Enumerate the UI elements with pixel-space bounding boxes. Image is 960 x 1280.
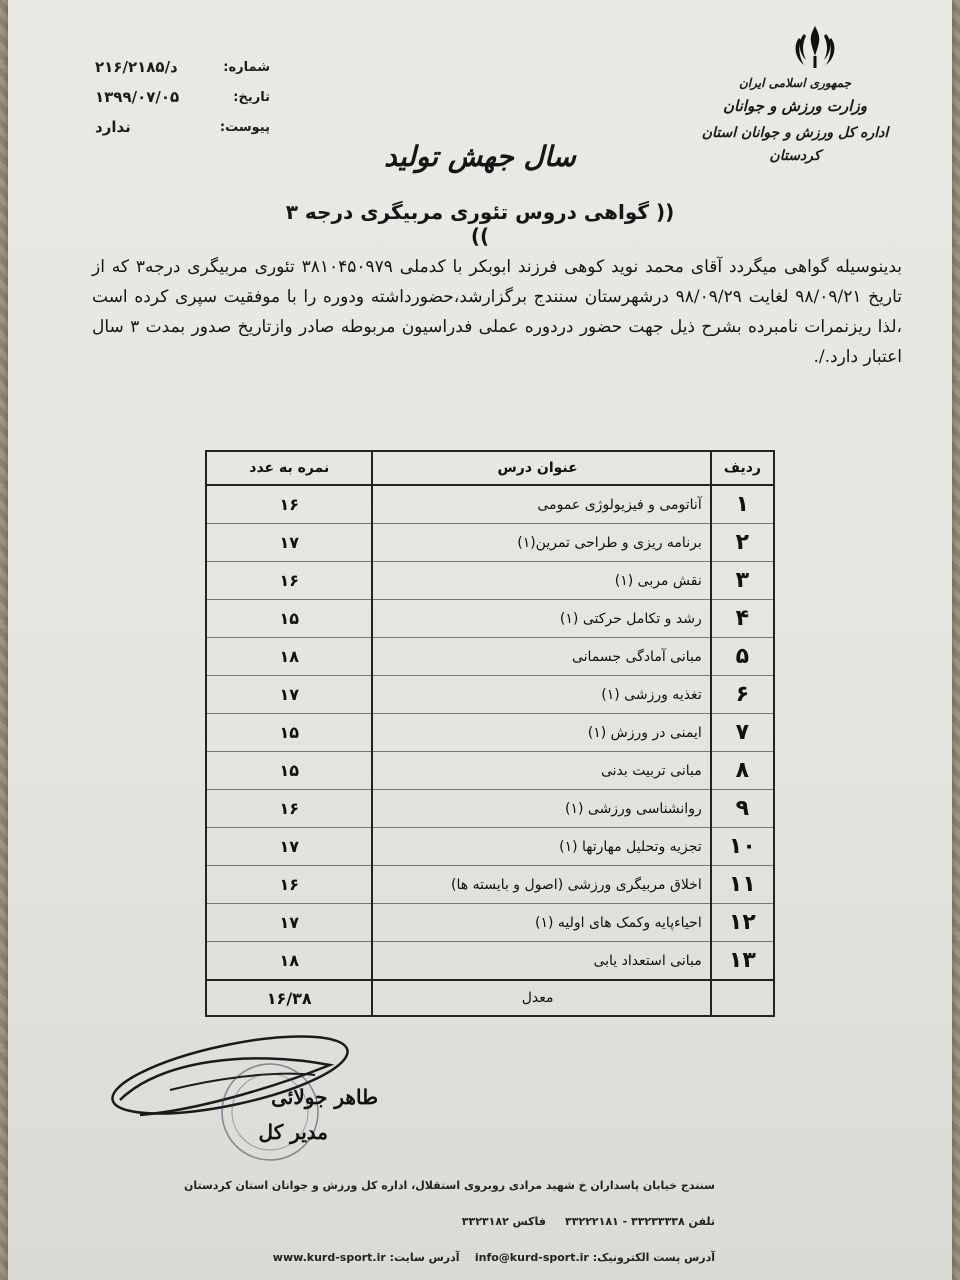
table-row bbox=[206, 485, 774, 524]
meta-attachment-label: پیوست: bbox=[219, 119, 270, 135]
row-course-title: تغذیه ورزشی (۱) bbox=[372, 676, 710, 714]
table-row bbox=[206, 752, 774, 790]
average-value: ۱۶/۳۸ bbox=[206, 980, 372, 1016]
row-grade: ۱۵ bbox=[206, 752, 372, 790]
row-index: ۵ bbox=[711, 638, 774, 676]
table-row bbox=[206, 638, 774, 676]
row-grade: ۱۷ bbox=[206, 904, 372, 942]
grades-table bbox=[205, 450, 775, 1017]
row-grade: ۱۶ bbox=[206, 790, 372, 828]
row-course-title: مبانی استعداد یابی bbox=[372, 942, 710, 981]
row-course-title: ایمنی در ورزش (۱) bbox=[372, 714, 710, 752]
row-grade: ۱۸ bbox=[206, 638, 372, 676]
header-grade: نمره به عدد bbox=[206, 451, 372, 485]
table-row bbox=[206, 676, 774, 714]
row-index: ۱۱ bbox=[711, 866, 774, 904]
header-line-republic: جمهوری اسلامی ایران bbox=[738, 76, 852, 90]
footer-web-line bbox=[265, 1240, 715, 1276]
certificate-title: (( گواهی دروس تئوری مربیگری درجه ۳ )) bbox=[285, 200, 675, 248]
row-grade: ۱۷ bbox=[206, 676, 372, 714]
iran-emblem-icon bbox=[790, 22, 840, 72]
row-grade: ۱۶ bbox=[206, 485, 372, 524]
letter-footer bbox=[183, 1168, 715, 1276]
average-label: معدل bbox=[372, 980, 710, 1016]
row-grade: ۱۷ bbox=[206, 828, 372, 866]
row-index: ۹ bbox=[711, 790, 774, 828]
row-index: ۲ bbox=[711, 524, 774, 562]
footer-address: سنندج خیابان پاسداران خ شهید مرادی روبروی استقلال، اداره کل ورزش و جوانان استان کردستان bbox=[183, 1179, 715, 1192]
organization-header bbox=[700, 72, 890, 168]
row-index: ۱ bbox=[711, 485, 774, 524]
table-row bbox=[206, 524, 774, 562]
table-row bbox=[206, 600, 774, 638]
row-course-title: احیاءپایه وکمک های اولیه (۱) bbox=[372, 904, 710, 942]
row-course-title: مبانی تربیت بدنی bbox=[372, 752, 710, 790]
row-index: ۷ bbox=[711, 714, 774, 752]
year-slogan: سال جهش تولید bbox=[384, 140, 576, 173]
meta-number-row bbox=[95, 52, 270, 82]
header-title: عنوان درس bbox=[372, 451, 710, 485]
footer-fax: فاکس ۳۳۲۳۱۸۲ bbox=[461, 1215, 546, 1228]
signatory-name: طاهر جولائی bbox=[271, 1085, 378, 1109]
row-index: ۶ bbox=[711, 676, 774, 714]
meta-attachment-row bbox=[95, 112, 270, 142]
row-index: ۸ bbox=[711, 752, 774, 790]
table-row bbox=[206, 942, 774, 981]
footer-website: آدرس سایت: www.kurd-sport.ir bbox=[272, 1251, 460, 1264]
meta-number-value: د/۲۱۶/۲۱۸۵ bbox=[95, 58, 178, 76]
row-grade: ۱۸ bbox=[206, 942, 372, 981]
row-course-title: اخلاق مربیگری ورزشی (اصول و بایسته ها) bbox=[372, 866, 710, 904]
table-row bbox=[206, 562, 774, 600]
row-grade: ۱۶ bbox=[206, 866, 372, 904]
row-index: ۱۲ bbox=[711, 904, 774, 942]
footer-email: آدرس پست الکترونیک: info@kurd-sport.ir bbox=[474, 1251, 715, 1264]
row-course-title: مبانی آمادگی جسمانی bbox=[372, 638, 710, 676]
average-index-cell bbox=[711, 980, 774, 1016]
row-index: ۱۰ bbox=[711, 828, 774, 866]
row-grade: ۱۷ bbox=[206, 524, 372, 562]
meta-date-value: ۱۳۹۹/۰۷/۰۵ bbox=[95, 88, 180, 106]
row-index: ۴ bbox=[711, 600, 774, 638]
letter-meta bbox=[95, 52, 270, 142]
grades-body bbox=[206, 485, 774, 980]
header-line-ministry: وزارت ورزش و جوانان bbox=[723, 97, 867, 115]
header-line-province-office: اداره کل ورزش و جوانان استان کردستان bbox=[701, 125, 889, 164]
row-grade: ۱۵ bbox=[206, 714, 372, 752]
meta-date-row bbox=[95, 82, 270, 112]
certificate-body-text: بدینوسیله گواهی میگردد آقای محمد نوید کوهی فرزند ابوبکر با کدملی ۳۸۱۰۴۵۰۹۷۹ تئوری مربیگری درجه۳ که از تاریخ ۹۸/۰۹/۲۱ لغایت ۹۸/۰۹/۲۹ درشهرستان سنندج برگزارشد،حضورداشته ودوره را با موفقیت سپری کرده است ،لذا ریزنمرات نامبرده بشرح ذیل جهت حضور دردوره عملی فدراسیون مربوطه صادر وازتاریخ صدور بمدت ۳ سال اعتبار دارد./. bbox=[92, 257, 902, 367]
row-grade: ۱۶ bbox=[206, 562, 372, 600]
meta-number-label: شماره: bbox=[223, 59, 270, 75]
row-course-title: برنامه ریزی و طراحی تمرین(۱) bbox=[372, 524, 710, 562]
signatory-role: مدیر کل bbox=[258, 1120, 328, 1144]
row-course-title: روانشناسی ورزشی (۱) bbox=[372, 790, 710, 828]
footer-contact-line bbox=[265, 1204, 715, 1240]
table-row bbox=[206, 828, 774, 866]
table-row bbox=[206, 866, 774, 904]
row-course-title: تجزیه وتحلیل مهارتها (۱) bbox=[372, 828, 710, 866]
average-row bbox=[206, 980, 774, 1016]
grades-header-row bbox=[206, 451, 774, 485]
footer-phone: تلفن ۳۳۲۳۳۳۳۸ - ۳۳۲۲۲۱۸۱ bbox=[565, 1215, 715, 1228]
table-row bbox=[206, 904, 774, 942]
table-row bbox=[206, 790, 774, 828]
row-index: ۳ bbox=[711, 562, 774, 600]
row-grade: ۱۵ bbox=[206, 600, 372, 638]
table-row bbox=[206, 714, 774, 752]
row-course-title: آناتومی و فیزیولوژی عمومی bbox=[372, 485, 710, 524]
header-index: ردیف bbox=[711, 451, 774, 485]
meta-attachment-value: ندارد bbox=[95, 118, 131, 136]
meta-date-label: تاریخ: bbox=[233, 89, 270, 105]
row-course-title: نقش مربی (۱) bbox=[372, 562, 710, 600]
row-course-title: رشد و تکامل حرکتی (۱) bbox=[372, 600, 710, 638]
row-index: ۱۳ bbox=[711, 942, 774, 981]
